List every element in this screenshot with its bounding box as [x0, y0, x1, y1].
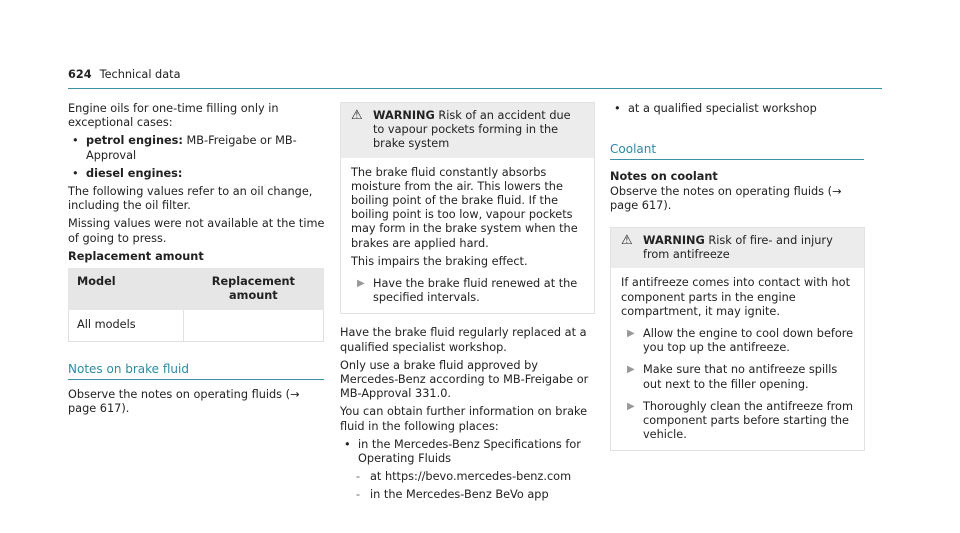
replacement-heading: Replacement amount [68, 249, 204, 263]
warning-step: ▶ Make sure that no antifreeze spills out next to the filler opening. [627, 363, 838, 391]
brake-fluid-title: Notes on brake fluid [68, 362, 324, 380]
warning-text-2: This impairs the braking effect. [351, 254, 528, 268]
warning-body [341, 158, 594, 314]
replace-text: Have the brake fluid regularly replaced at a qualified specialist workshop. [340, 326, 587, 354]
header-rule [68, 88, 882, 89]
table-cell: All models [69, 310, 184, 341]
warning-label: WARNING [373, 109, 435, 122]
table-cell [183, 310, 323, 341]
table-header-row [69, 269, 324, 310]
section-title: Technical data [99, 68, 181, 81]
list-item: • in the Mercedes-Benz Specifications for Operating Fluids [344, 437, 581, 466]
warning-step: ▶ Thoroughly clean the antifreeze from component parts before starting the vehicle. [627, 399, 853, 442]
list-item: • diesel engines: [72, 166, 183, 180]
warning-header [611, 228, 864, 268]
missing-note: Missing values were not available at the time of going to press. [68, 217, 325, 245]
places-list [610, 102, 865, 116]
list-item: - in the Mercedes-Benz BeVo app [356, 488, 549, 502]
info-text: You can obtain further information on brake fluid in the following places: [340, 405, 588, 433]
approved-text: Only use a brake fluid approved by Mercedes-Benz according to MB-Freigabe or MB-Approval 331.0. [340, 358, 589, 401]
warning-label: WARNING [643, 234, 705, 248]
replacement-table [68, 268, 324, 342]
warning-icon: ⚠ [351, 108, 363, 123]
warning-icon: ⚠ [621, 233, 633, 249]
page-number: 624 [68, 68, 92, 81]
filter-note: The following values refer to an oil change, including the oil filter. [68, 185, 313, 213]
brake-fluid-text: Observe the notes on operating fluids (→ page 617). [68, 387, 300, 416]
oil-intro: Engine oils for one-time filling only in exceptional cases: [68, 102, 279, 130]
column-2 [340, 102, 595, 507]
coolant-notes-text: Observe the notes on operating fluids (→ page 617). [610, 184, 842, 212]
engine-list [68, 134, 326, 181]
warning-step: ▶ Have the brake fluid renewed at the specified intervals. [357, 277, 578, 305]
list-item: • petrol engines: MB-Freigabe or MB-Approval [72, 134, 297, 162]
coolant-title: Coolant [610, 142, 864, 160]
column-3 [610, 102, 865, 463]
warning-title: Risk of fire- and injury from antifreeze [643, 234, 833, 262]
arrow-icon: ▶ [357, 278, 365, 290]
warning-body [611, 268, 864, 450]
list-item: - at https://bevo.mercedes-benz.com [356, 470, 572, 484]
warning-step: ▶ Allow the engine to cool down before you top up the antifreeze. [627, 327, 854, 355]
info-list [340, 438, 595, 466]
info-sublist [340, 470, 595, 502]
page-header [68, 68, 181, 82]
column-1 [68, 102, 326, 420]
warning-title: Risk of an accident due to vapour pockets forming in the brake system [373, 109, 571, 151]
brake-warning-box [340, 102, 595, 314]
warning-text: The brake fluid constantly absorbs moisture from the air. This lowers the boiling point of the brake fluid. If the boiling point is too low, vapour pockets may form in the brake system when the brakes are applied hard. [351, 165, 578, 250]
list-item: • at a qualified specialist workshop [614, 102, 817, 115]
table-header: Replacement amount [183, 269, 323, 310]
arrow-icon: ▶ [627, 364, 635, 376]
arrow-icon: ▶ [627, 400, 635, 412]
table-header: Model [69, 269, 184, 310]
coolant-warning-box [610, 227, 865, 451]
coolant-notes-heading: Notes on coolant [610, 170, 718, 184]
table-row [69, 310, 324, 341]
warning-text: If antifreeze comes into contact with hot component parts in the engine compartment, it may ignite. [621, 276, 851, 318]
warning-header [341, 103, 594, 158]
arrow-icon: ▶ [627, 328, 635, 340]
